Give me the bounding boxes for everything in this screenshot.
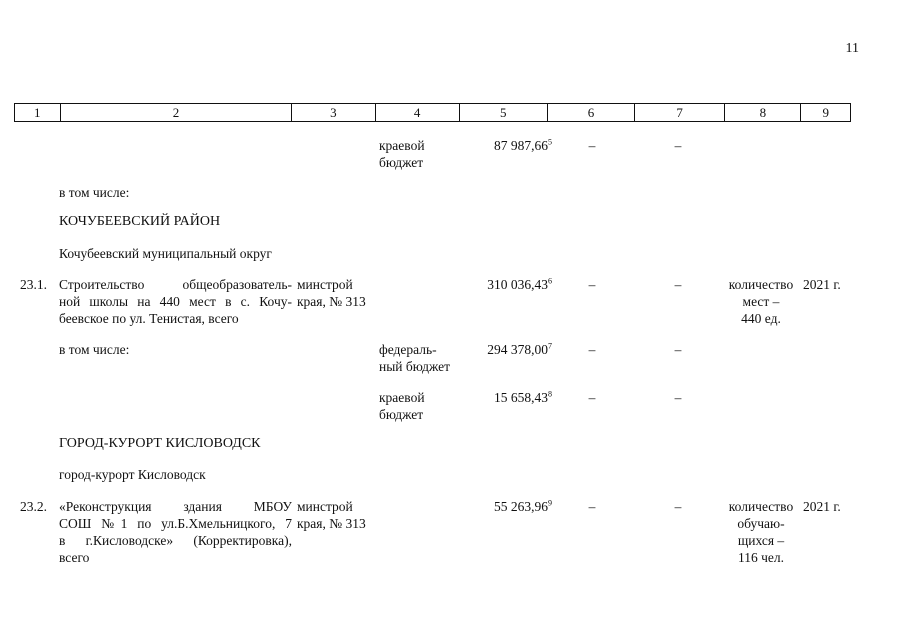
col7-cell: – <box>674 499 682 514</box>
funding-source: федераль- ный бюджет <box>379 342 451 374</box>
district-title: ГОРОД-КУРОРТ КИСЛОВОДСК <box>59 436 261 451</box>
page-number: 11 <box>845 41 859 56</box>
amount-cell: 87 987,66$^5$ <box>494 137 552 153</box>
col6-cell: – <box>588 499 596 514</box>
header-col-7: 7 <box>635 104 725 121</box>
amount-cell: 55 263,96$^9$ <box>494 498 552 514</box>
col6-cell: – <box>588 138 596 153</box>
col6-cell: – <box>588 277 596 292</box>
year-cell: 2021 г. <box>803 277 841 292</box>
col7-cell: – <box>674 277 682 292</box>
year-cell: 2021 г. <box>803 499 841 514</box>
header-col-2: 2 <box>61 104 293 121</box>
item-name: Строительство общеобразователь- ной школы на 440 мест в с. Кочу- беевское по ул. Тенистая, всего <box>59 277 292 326</box>
header-col-3: 3 <box>292 104 375 121</box>
item-number: 23.2. <box>20 499 47 514</box>
header-col-8: 8 <box>725 104 801 121</box>
item-name: «Реконструкция здания МБОУ СОШ №1 по ул.Б.Хмельницкого, 7 в г.Кисловодске» (Корректировка), всего <box>59 499 292 565</box>
header-col-4: 4 <box>376 104 460 121</box>
col6-cell: – <box>588 390 596 405</box>
col7-cell: – <box>674 390 682 405</box>
funding-source: краевой бюджет <box>379 390 425 422</box>
funding-source: краевой бюджет <box>379 138 425 170</box>
capacity-cell: количество обучаю- щихся – 116 чел. <box>728 499 794 565</box>
customer-cell: минстрой края, № 313 <box>297 277 366 309</box>
district-subtitle: Кочубеевский муниципальный округ <box>59 246 272 261</box>
subtotal-label: в том числе: <box>59 185 130 200</box>
subtotal-label: в том числе: <box>59 342 130 357</box>
district-title: КОЧУБЕЕВСКИЙ РАЙОН <box>59 214 221 229</box>
capacity-cell: количество мест – 440 ед. <box>728 277 794 326</box>
table-header-row <box>14 103 851 122</box>
customer-cell: минстрой края, № 313 <box>297 499 366 531</box>
amount-cell: 294 378,00$^7$ <box>487 341 552 357</box>
col6-cell: – <box>588 342 596 357</box>
amount-cell: 310 036,43$^6$ <box>487 276 552 292</box>
item-number: 23.1. <box>20 277 47 292</box>
header-col-9: 9 <box>822 105 829 120</box>
header-col-5: 5 <box>460 104 548 121</box>
col7-cell: – <box>674 342 682 357</box>
district-subtitle: город-курорт Кисловодск <box>59 467 206 482</box>
header-col-1: 1 <box>15 104 61 121</box>
header-col-6: 6 <box>548 104 635 121</box>
amount-cell: 15 658,43$^8$ <box>494 389 552 405</box>
col7-cell: – <box>674 138 682 153</box>
